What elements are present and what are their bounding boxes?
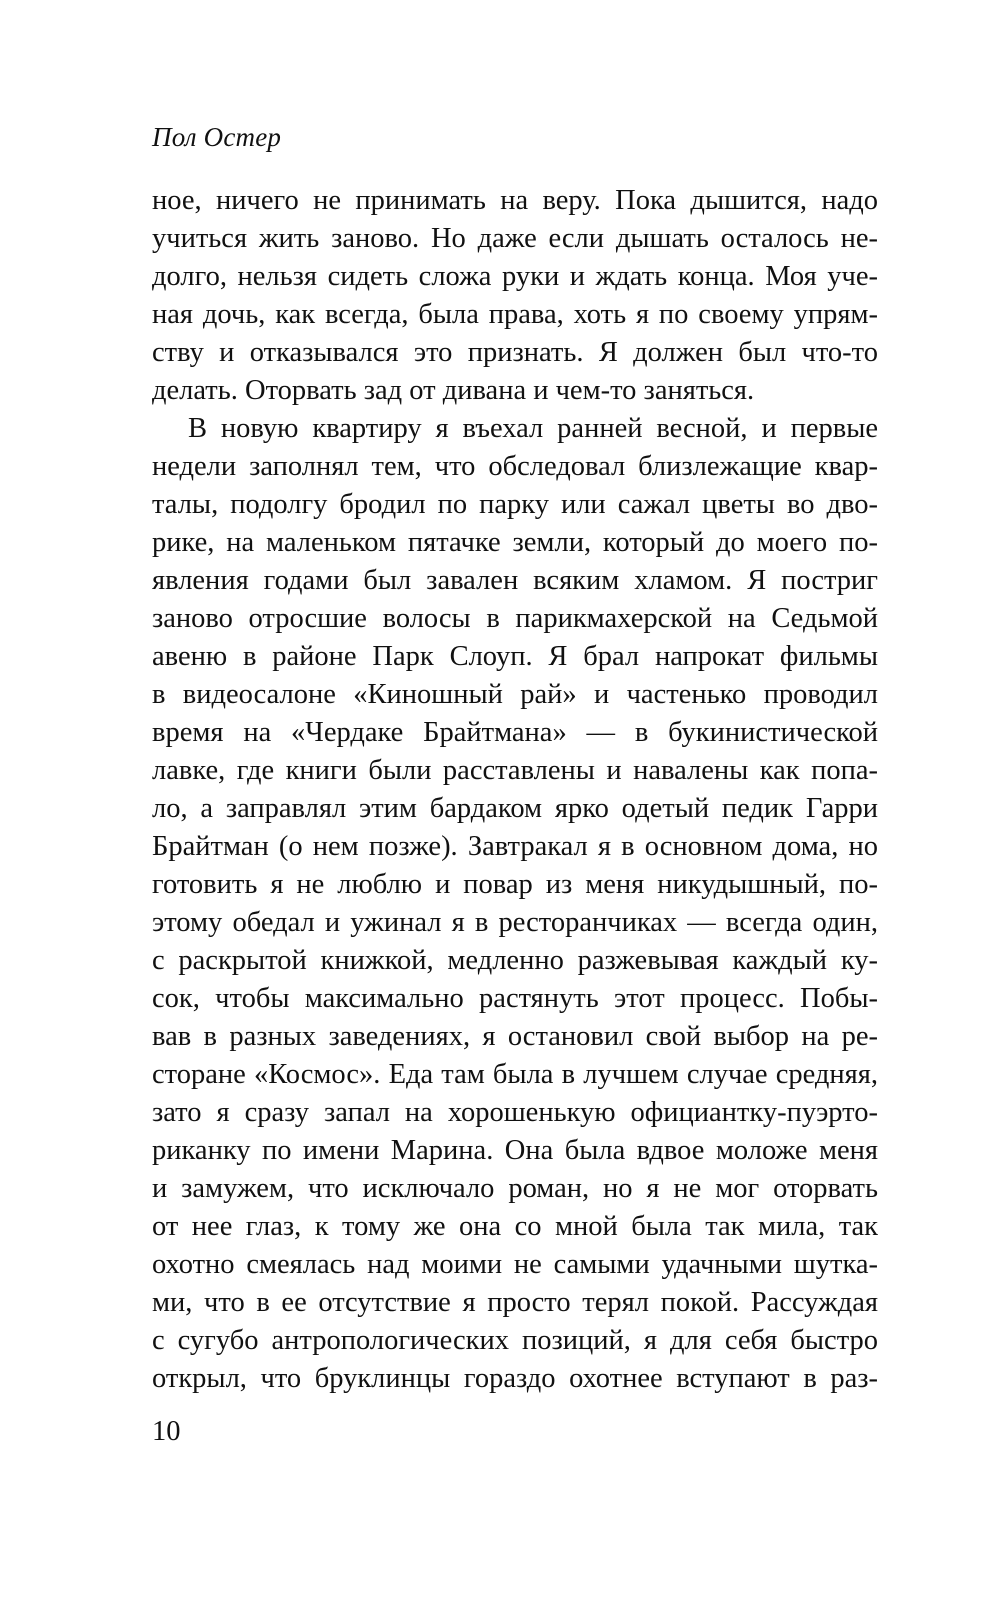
text-line: открыл, что бруклинцы гораздо охотнее вступают в раз- (152, 1363, 878, 1394)
text-line: с сугубо антропологических позиций, я для себя быстро (152, 1325, 878, 1356)
text-line: время на «Чердаке Брайтмана» — в букинистической (152, 717, 878, 748)
text-line: Брайтман (о нем позже). Завтракал я в основном дома, но (152, 831, 878, 862)
text-line: охотно смеялась над моими не самыми удачными шутка- (152, 1249, 878, 1280)
text-line: сторане «Космос». Еда там была в лучшем случае средняя, (152, 1059, 878, 1090)
text-line: рике, на маленьком пятачке земли, который до моего по- (152, 527, 878, 558)
text-line: учиться жить заново. Но даже если дышать осталось не- (152, 223, 878, 254)
text-line: ная дочь, как всегда, была права, хоть я по своему упрям- (152, 299, 878, 330)
text-line: ми, что в ее отсутствие я просто терял покой. Рассуждая (152, 1287, 878, 1318)
body-text (152, 182, 878, 1398)
text-line: ло, а заправлял этим бардаком ярко одетый педик Гарри (152, 793, 878, 824)
text-line: долго, нельзя сидеть сложа руки и ждать конца. Моя уче- (152, 261, 878, 292)
text-line: ству и отказывался это признать. Я должен был что-то (152, 337, 878, 368)
text-line: недели заполнял тем, что обследовал близлежащие квар- (152, 451, 878, 482)
text-line: готовить я не люблю и повар из меня никудышный, по- (152, 869, 878, 900)
text-line: зато я сразу запал на хорошенькую официантку-пуэрто- (152, 1097, 878, 1128)
text-line: авеню в районе Парк Слоуп. Я брал напрокат фильмы (152, 641, 878, 672)
text-line: в видеосалоне «Киношный рай» и частенько проводил (152, 679, 878, 710)
text-line: риканку по имени Марина. Она была вдвое моложе меня (152, 1135, 878, 1166)
text-line: заново отросшие волосы в парикмахерской на Седьмой (152, 603, 878, 634)
text-line: лавке, где книги были расставлены и навалены как попа- (152, 755, 878, 786)
text-line: с раскрытой книжкой, медленно разжевывая каждый ку- (152, 945, 878, 976)
text-line: талы, подолгу бродил по парку или сажал цветы во дво- (152, 489, 878, 520)
text-line: от нее глаз, к тому же она со мной была так мила, так (152, 1211, 878, 1242)
text-line: В новую квартиру я въехал ранней весной, и первые (188, 413, 878, 444)
text-line: и замужем, что исключало роман, но я не мог оторвать (152, 1173, 878, 1204)
text-line: ное, ничего не принимать на веру. Пока дышится, надо (152, 185, 878, 216)
page-number: 10 (152, 1416, 181, 1447)
running-head-author: Пол Остер (152, 122, 282, 152)
text-line: делать. Оторвать зад от дивана и чем-то заняться. (152, 375, 755, 406)
text-line: этому обедал и ужинал я в ресторанчиках — всегда один, (152, 907, 878, 938)
text-line: явления годами был завален всяким хламом. Я постриг (152, 565, 878, 596)
text-line: вав в разных заведениях, я остановил свой выбор на ре- (152, 1021, 878, 1052)
text-line: сок, чтобы максимально растянуть этот процесс. Побы- (152, 983, 878, 1014)
